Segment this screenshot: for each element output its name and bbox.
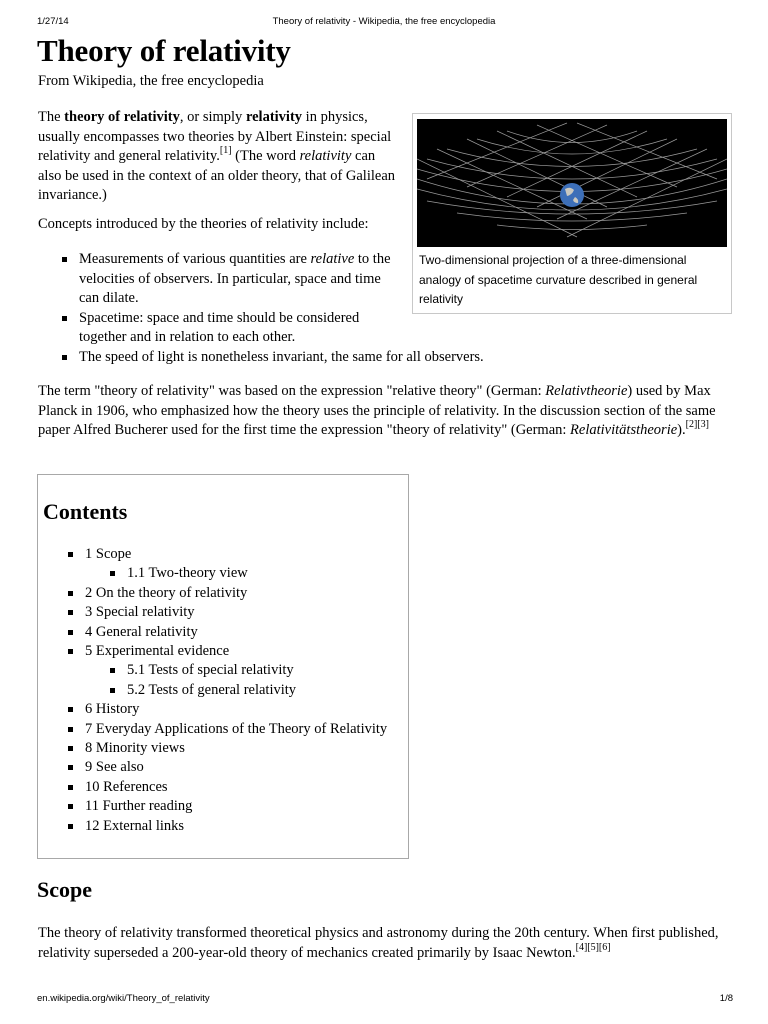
- citation-1[interactable]: [1]: [219, 145, 232, 157]
- toc-item-scope[interactable]: 1 Scope: [38, 545, 387, 564]
- scope-paragraph: [38, 924, 732, 963]
- list-item-text: to the velocities of observers. In particular, space and time can dilate.: [79, 251, 391, 306]
- toc-item-further-reading[interactable]: 11 Further reading: [38, 797, 387, 816]
- toc-list: [38, 545, 387, 836]
- paragraph-text: The theory of relativity transformed theoretical physics and astronomy during the 20th century. When first published, relativity superseded a 200-year-old theory of mechanics created primarily by Isaac Newton.: [38, 925, 719, 961]
- print-title: Theory of relativity - Wikipedia, the free encyclopedia: [272, 16, 496, 27]
- print-page-number: 1/8: [719, 993, 733, 1004]
- section-heading-scope: Scope: [37, 877, 92, 902]
- paragraph-text: The term "theory of relativity" was based on the expression "relative theory" (German:: [38, 383, 546, 399]
- toc-title: Contents: [43, 499, 128, 524]
- list-item: [38, 250, 399, 309]
- toc-item-experimental-evidence[interactable]: 5 Experimental evidence: [38, 642, 387, 661]
- list-item-emphasis: relative: [310, 251, 355, 267]
- term-theory-of-relativity: theory of relativity: [64, 109, 180, 125]
- toc-item-see-also[interactable]: 9 See also: [38, 758, 387, 777]
- term-relativtheorie: Relativtheorie: [545, 383, 628, 399]
- toc-item-tests-special[interactable]: 5.1 Tests of special relativity: [38, 661, 387, 680]
- figure-caption: Two-dimensional projection of a three-dimensional analogy of spacetime curvature described in general relativity: [419, 253, 698, 306]
- intro-text: in physics, usually encompasses two theories by Albert Einstein: special relativity and general relativity.: [38, 109, 392, 164]
- page-subtitle: From Wikipedia, the free encyclopedia: [38, 73, 264, 89]
- earth-globe: [560, 183, 584, 207]
- table-of-contents: [37, 474, 409, 859]
- toc-item-external-links[interactable]: 12 External links: [38, 817, 387, 836]
- toc-item-special-relativity[interactable]: 3 Special relativity: [38, 603, 387, 622]
- print-date: 1/27/14: [37, 16, 69, 27]
- print-url: en.wikipedia.org/wiki/Theory_of_relativity: [37, 993, 210, 1004]
- toc-item-two-theory-view[interactable]: 1.1 Two-theory view: [38, 564, 387, 583]
- page-title: Theory of relativity: [37, 33, 291, 68]
- term-relativitatstheorie: Relativitätstheorie: [570, 422, 678, 438]
- term-relativity: relativity: [245, 109, 303, 125]
- intro-paragraph: [38, 108, 400, 206]
- paragraph-text: ).: [677, 422, 686, 438]
- citations-4-5-6[interactable]: [4][5][6]: [575, 941, 611, 953]
- intro-text: (The word: [231, 148, 300, 164]
- concepts-intro: Concepts introduced by the theories of relativity include:: [38, 216, 369, 232]
- toc-item-tests-general[interactable]: 5.2 Tests of general relativity: [38, 681, 387, 700]
- toc-item-history[interactable]: 6 History: [38, 700, 387, 719]
- term-paragraph: [38, 382, 734, 441]
- toc-item-references[interactable]: 10 References: [38, 778, 387, 797]
- toc-item-minority-views[interactable]: 8 Minority views: [38, 739, 387, 758]
- list-item: Spacetime: space and time should be considered together and in relation to each other.: [38, 309, 399, 348]
- figure-thumbnail: [412, 113, 732, 314]
- spacetime-curvature-image[interactable]: [417, 119, 727, 247]
- toc-item-everyday-applications[interactable]: 7 Everyday Applications of the Theory of Relativity: [38, 720, 387, 739]
- list-item-text: Measurements of various quantities are: [79, 251, 311, 267]
- term-relativity-italic: relativity: [299, 148, 352, 164]
- intro-text: , or simply: [179, 109, 246, 125]
- spacetime-grid-graphic: [417, 119, 727, 247]
- intro-text: The: [38, 109, 65, 125]
- intro-text: can also be used in the context of an older theory, that of Galilean invariance.): [38, 148, 396, 203]
- paragraph-text: ) used by Max Planck in 1906, who emphasized how the theory uses the principle of relativity. In the discussion section of the same paper Alfred Bucherer used for the first time the expression "theory of relativity" (German:: [38, 383, 716, 438]
- citations-2-3[interactable]: [2][3]: [685, 419, 709, 431]
- toc-item-general-relativity[interactable]: 4 General relativity: [38, 623, 387, 642]
- toc-item-on-the-theory[interactable]: 2 On the theory of relativity: [38, 584, 387, 603]
- list-item: The speed of light is nonetheless invariant, the same for all observers.: [38, 348, 579, 368]
